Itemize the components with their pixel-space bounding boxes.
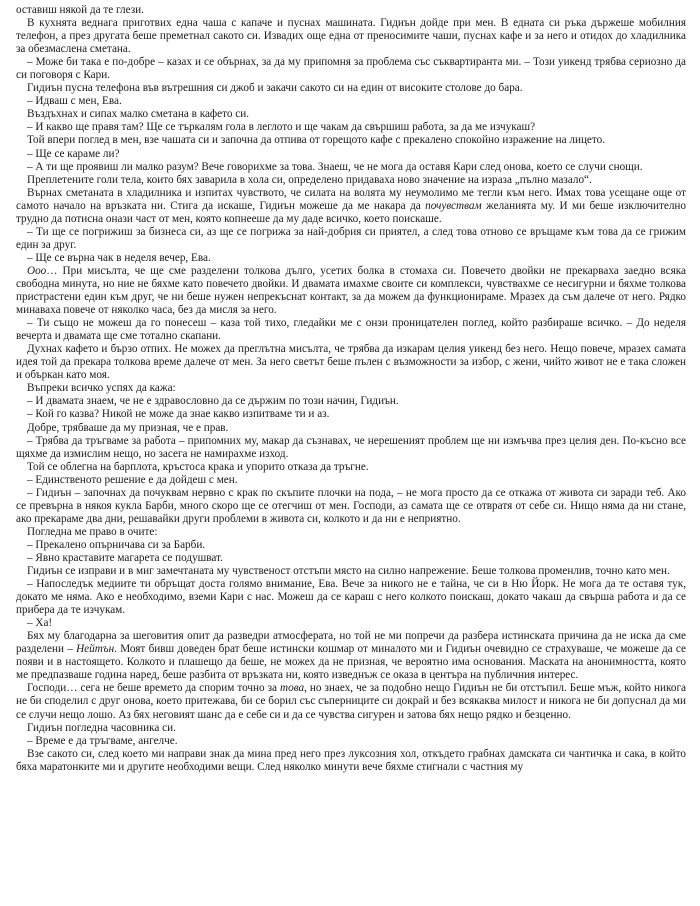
text-run: Добре, трябваше да му призная, че е прав. [27, 421, 229, 434]
paragraph [16, 56, 686, 82]
paragraph [16, 578, 686, 617]
paragraph [16, 395, 686, 408]
text-run: – Ще се върна чак в неделя вечер, Ева. [27, 251, 211, 264]
text-run: – Напоследък медиите ти обръщат доста голямо внимание, Ева. Вече за никого не е тайна, че си в Ню Йорк. Не мога да те оставя тук, докато ме няма. Ако е необходимо, вземи Кари с нас. Можеш да се караш с него колкото поискаш, докато чакаш да свърша работа и да се прибера да те изчукам. [16, 578, 686, 617]
emphasized-text: Нейтън [76, 643, 115, 656]
paragraph [16, 435, 686, 461]
text-run: Гидиън пусна телефона във вътрешния си джоб и закачи сакото си на един от високите столове до бара. [27, 82, 523, 95]
text-run: … При мисълта, че ще сме разделени толкова дълго, усетих болка в стомаха си. Повечето двойки не прекарваха заедно всяка свободна минута, но ние не бяхме като повечето двойки. И двамата имахме своите си комплекси, чувствахме се несигурни и бяхме толкова пристрастени един към друг, че ни беше нужен непрекъснат контакт, за да можем да функционираме. Мразех да съм далече от него. Рядко минаваха повече от няколко часа, без да мисля за него. [16, 264, 686, 317]
paragraph [16, 748, 686, 774]
paragraph [16, 422, 686, 435]
paragraph [16, 174, 686, 187]
paragraph [16, 252, 686, 265]
text-run: Той впери поглед в мен, взе чашата си и започна да отпива от горещото кафе с прекалено спокойно изражение на лицето. [27, 134, 606, 147]
text-run: оставиш някой да те глези. [16, 4, 144, 16]
text-run: – Ха! [27, 617, 53, 630]
text-run: Бях му благодарна за шеговития опит да разведри атмосферата, но той не ми попречи да разбера истинската причина да не иска да сме разделени – [16, 630, 686, 656]
text-run: Взе сакото си, след което ми направи знак да мина пред него през луксозния хол, откъдето грабнах дамската си чантичка и сака, в който бяха маратонките ми и другите необходими вещи. След няколко минути вече бяхме стигнали с частния му [16, 747, 686, 773]
text-run: В кухнята веднага приготвих една чаша с капаче и пуснах машината. Гидиън дойде при мен. В едната си ръка държеше мобилния телефон, а през другата беше преметнал сакото си. Извадих още една от преносимите чаши, пуснах кафе и за него и отидох до хладилника за обезмаслена сметана. [16, 17, 686, 56]
text-run: – Ти също не можеш да го понесеш – каза той тихо, гледайки ме с онзи проницателен поглед, който разбираше всичко. – До неделя вечерта и двамата ще сме тотално скапани. [16, 317, 686, 343]
text-run: – Идваш с мен, Ева. [27, 95, 122, 108]
text-run: – Прекалено опърничава си за Барби. [27, 538, 206, 551]
paragraph [16, 682, 686, 721]
text-run: – Ще се караме ли? [27, 147, 120, 160]
paragraph [16, 121, 686, 134]
paragraph [16, 265, 686, 317]
paragraph [16, 108, 686, 121]
text-run: – Може би така е по-добре – казах и се обърнах, за да му припомня за проблема със съквартиранта ми. – Този уикенд трябва сериозно да си поговоря с Кари. [16, 56, 686, 82]
paragraph [16, 95, 686, 108]
text-run: – Време е да тръгваме, ангелче. [27, 734, 178, 747]
paragraph [16, 526, 686, 539]
paragraph [16, 722, 686, 735]
paragraph [16, 226, 686, 252]
paragraph [16, 552, 686, 565]
text-run: Въздъхнах и сипах малко сметана в кафето си. [27, 108, 250, 121]
paragraph [16, 382, 686, 395]
page-body-text [16, 4, 686, 774]
emphasized-text: почувствам [425, 199, 482, 212]
text-run: . Моят бивш доведен брат беше истински кошмар от миналото ми и Гидиън очевидно се страхуваше, че можеше да се появи и в настоящето. Колкото и плашещо да беше, не можех да не призная, че вероятно има основания. Маската на анонимността, която ме предпазваше година наред, беше разбита от връзката ни, която изведнъж се оказа в центъра на публичния интерес. [16, 643, 686, 682]
text-run: Върнах сметаната в хладилника и изпитах чувството, че силата на волята му неумолимо ме тегли към него. Имах това усещане още от самото начало на връзката ни. Стига да искаше, Гидиън можеше да ме накара да [16, 186, 686, 212]
paragraph [16, 539, 686, 552]
text-run: – А ти ще проявиш ли малко разум? Вече говорихме за това. Знаеш, че не мога да оставя Кари след онова, което се случи снощи. [27, 160, 643, 173]
text-run: – Гидиън – започнах да почуквам нервно с крак по скъпите плочки на пода, – не мога просто да се откажа от живота си заради теб. Ако се превърна в някоя кукла Барби, много скоро ще се отегчиш от мен. Господи, аз самата ще се отвратя от себе си. Нищо няма да ни стане, ако прекараме два дни, решавайки други проблеми в живота си, колкото и да ни е неприятно. [16, 486, 686, 525]
text-run: Духнах кафето и бързо отпих. Не можех да преглътна мисълта, че трябва да изкарам целия уикенд без него. Нещо повече, мразех самата идея той да прекара толкова време далече от мен. За него светът беше пълен с възможности за избор, с жени, чийто живот не е така сложен и объркан като моя. [16, 343, 686, 382]
text-run: – Трябва да тръгваме за работа – припомних му, макар да съзнавах, че нерешеният проблем ще ни измъчва през целия ден. По-късно все щяхме да измислим нещо, но засега не намирахме изход. [16, 434, 686, 460]
paragraph [16, 161, 686, 174]
paragraph [16, 148, 686, 161]
paragraph [16, 474, 686, 487]
text-run: – Единственото решение е да дойдеш с мен. [27, 473, 238, 486]
paragraph [16, 343, 686, 382]
text-run: Въпреки всичко успях да кажа: [27, 382, 176, 395]
text-run: Гидиън погледна часовника си. [27, 721, 176, 734]
text-run: Господи… сега не беше времето да спорим точно за [27, 682, 281, 695]
text-run: Той се облегна на барплота, кръстоса крака и упорито отказа да тръгне. [27, 460, 369, 473]
paragraph [16, 487, 686, 526]
text-run: Погледна ме право в очите: [27, 525, 158, 538]
paragraph [16, 187, 686, 226]
paragraph [16, 617, 686, 630]
text-run: , но знаех, че за подобно нещо Гидиън не би отстъпил. Беше мъж, който никога не би споделил с друг онова, което притежава, би се борил със съперниците си докрай и без всякаква милост и никога не би допуснал да ми се случи нещо лошо. Аз бях неговият шанс да е себе си и да се чувства сигурен и затова бях нещо рядко и безценно. [16, 682, 686, 721]
paragraph [16, 82, 686, 95]
text-run: – Ти ще се погрижиш за бизнеса си, аз ще се погрижа за най-добрия си приятел, а след това отново се връщаме към това да се грижим един за друг. [16, 225, 686, 251]
emphasized-text: Ооо [27, 264, 47, 277]
text-run: Гидиън се изправи и в миг замечтаната му чувственост отстъпи място на силно напрежение. Беше толкова променлив, точно като мен. [27, 565, 670, 578]
text-run: – И какво ще правя там? Ще се търкалям гола в леглото и ще чакам да свършиш работа, за да ме изчукаш? [27, 121, 536, 134]
paragraph [16, 134, 686, 147]
paragraph [16, 735, 686, 748]
paragraph [16, 317, 686, 343]
paragraph [16, 461, 686, 474]
paragraph [16, 630, 686, 682]
paragraph [16, 408, 686, 421]
emphasized-text: това [280, 682, 305, 695]
paragraph [16, 4, 686, 17]
paragraph [16, 565, 686, 578]
text-run: желанията му. И ми беше изключително трудно да потисна онази част от мен, която копнееше да му даде всичко, което поискаше. [16, 199, 686, 225]
paragraph [16, 17, 686, 56]
text-run: – И двамата знаем, че не е здравословно да се държим по този начин, Гидиън. [27, 395, 399, 408]
text-run: Преплетените голи тела, които бях заварила в хола си, определено придаваха ново значение на израза „пълно мазало“. [27, 173, 592, 186]
text-run: – Кой го казва? Никой не може да знае какво изпитваме ти и аз. [27, 408, 330, 421]
text-run: – Явно краставите магарета се подушват. [27, 551, 223, 564]
